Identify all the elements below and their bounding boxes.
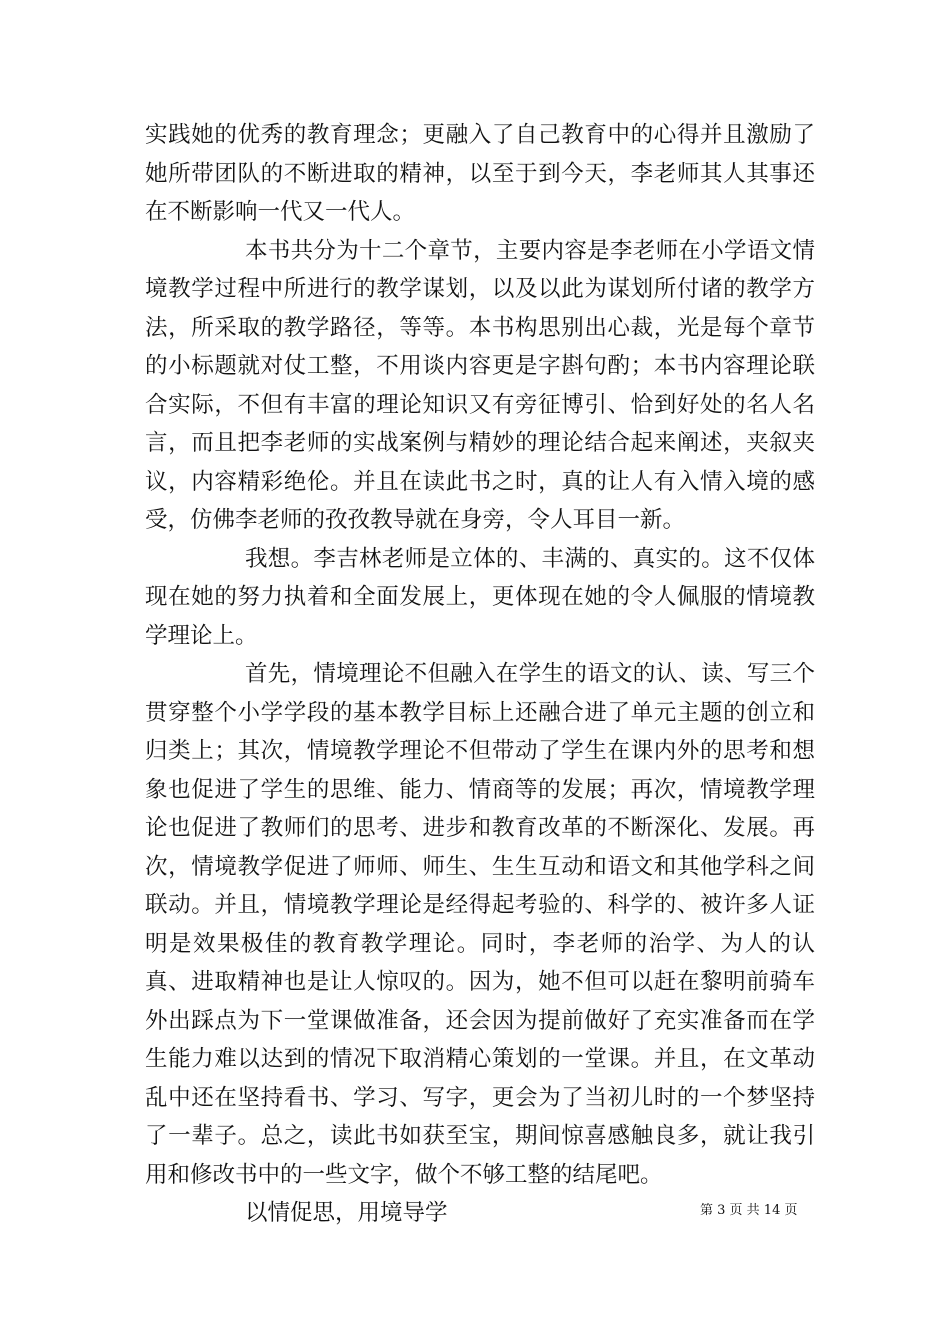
paragraph-continuation: 实践她的优秀的教育理念；更融入了自己教育中的心得并且激励了她所带团队的不断进取的精神，以至于到今天，李老师其人其事还在不断影响一代又一代人。 xyxy=(145,122,815,225)
paragraph-theory-summary: 首先，情境理论不但融入在学生的语文的认、读、写三个贯穿整个小学学段的基本教学目标上还融合进了单元主题的创立和归类上；其次，情境教学理论不但带动了学生在课内外的思考和想象也促进了学生的思维、能力、情商等的发展；再次，情境教学理论也促进了教师们的思考、进步和教育改革的不断深化、发展。再次，情境教学促进了师师、师生、生生互动和语文和其他学科之间联动。并且，情境教学理论是经得起考验的、科学的、被许多人证明是效果极佳的教育教学理论。同时，李老师的治学、为人的认真、进取精神也是让人惊叹的。因为，她不但可以赶在黎明前骑车外出踩点为下一堂课做准备，还会因为提前做好了充实准备而在学生能力难以达到的情况下取消精心策划的一堂课。并且，在文革动乱中还在坚持看书、学习、写字，更会为了当初儿时的一个梦坚持了一辈子。总之，读此书如获至宝，期间惊喜感触良多，就让我引用和修改书中的一些文字，做个不够工整的结尾吧。 xyxy=(145,661,815,1188)
paragraph-closing-title: 以情促思，用境导学 xyxy=(245,1200,448,1226)
paragraph-book-overview: 本书共分为十二个章节，主要内容是李老师在小学语文情境教学过程中所进行的教学谋划，以及以此为谋划所付诸的教学方法，所采取的教学路径，等等。本书构思别出心裁，光是每个章节的小标题就对仗工整，不用谈内容更是字斟句酌；本书内容理论联合实际，不但有丰富的理论知识又有旁征博引、恰到好处的名人名言，而且把李老师的实战案例与精妙的理论结合起来阐述，夹叙夹议，内容精彩绝伦。并且在读此书之时，真的让人有入情入境的感受，仿佛李老师的孜孜教导就在身旁，令人耳目一新。 xyxy=(145,237,815,533)
page-number: 第 3 页 共 14 页 xyxy=(700,1203,798,1218)
paragraph-my-thoughts: 我想。李吉林老师是立体的、丰满的、真实的。这不仅体现在她的努力执着和全面发展上，更体现在她的令人佩服的情境教学理论上。 xyxy=(145,545,815,649)
document-body xyxy=(145,116,815,1233)
